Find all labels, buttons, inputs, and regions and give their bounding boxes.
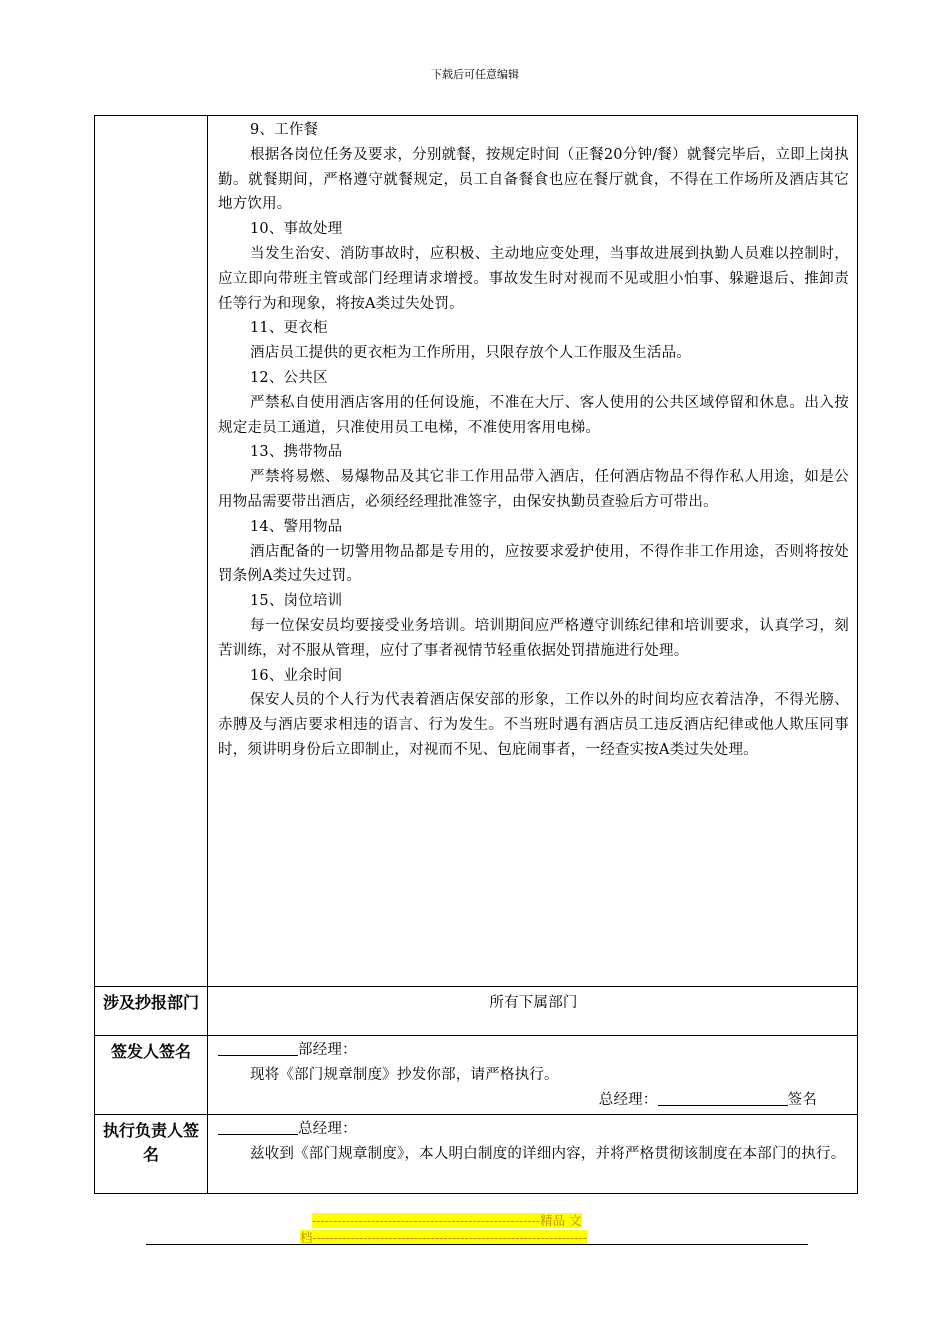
section-body: 严禁私自使用酒店客用的任何设施，不准在大厅、客人使用的公共区域停留和休息。出入按规定走员工通道，只准使用员工电梯，不准使用客用电梯。: [218, 394, 849, 436]
section-body: 每一位保安员均要接受业务培训。培训期间应严格遵守训练纪律和培训要求，认真学习，刻苦训练，对不服从管理，应付了事者视情节轻重依据处罚措施进行处理。: [218, 617, 849, 659]
gm-signature-blank[interactable]: [658, 1089, 788, 1106]
main-content-row: [95, 116, 858, 987]
executor-gm-label: 总经理：: [298, 1121, 357, 1138]
executor-cell: [208, 1115, 858, 1194]
section-title: 13、携带物品: [250, 444, 343, 461]
cc-value: 所有下属部门: [489, 995, 578, 1011]
section-body: 酒店员工提供的更衣柜为工作所用，只限存放个人工作服及生活品。: [250, 345, 691, 362]
section-title: 9、工作餐: [250, 122, 319, 138]
cc-value-cell: [208, 987, 858, 1036]
executor-gm-blank[interactable]: [218, 1118, 298, 1135]
regulation-table: [94, 115, 858, 1194]
section-title: 16、业余时间: [250, 667, 343, 684]
section-body: 根据各岗位任务及要求，分别就餐，按规定时间（正餐20分钟/餐）就餐完毕后，立即上岗执勤。就餐期间，严格遵守就餐规定，员工自备餐食也应在餐厅就食，不得在工作场所及酒店其它地方饮用。: [218, 146, 849, 213]
section-title: 15、岗位培训: [250, 593, 343, 610]
section-body: 当发生治安、消防事故时，应积极、主动地应变处理，当事故进展到执勤人员难以控制时，应立即向带班主管或部门经理请求增授。事故发生时对视而不见或胆小怕事、躲避退后、推卸责任等行为和现象，将按A类过失处罚。: [218, 245, 849, 312]
issuer-instruction: 现将《部门规章制度》抄发你部，请严格执行。: [250, 1066, 559, 1083]
executor-row: [95, 1115, 858, 1194]
cc-row: [95, 987, 858, 1036]
section-body: 酒店配备的一切警用物品都是专用的，应按要求爱护使用，不得作非工作用途，否则将按处罚条例A类过失过罚。: [218, 543, 849, 585]
rules-content-cell: [208, 116, 858, 987]
gm-label: 总经理：: [598, 1091, 658, 1108]
section-title: 12、公共区: [250, 369, 328, 386]
issuer-cell: [208, 1036, 858, 1115]
issuer-row: [95, 1036, 858, 1115]
footer-watermark: [300, 1212, 652, 1246]
main-label-cell: [95, 116, 208, 987]
bottom-divider: [146, 1244, 808, 1245]
footer-line-1: ------------------------------------------------------精品 文: [312, 1213, 582, 1228]
section-title: 11、更衣柜: [250, 320, 328, 337]
section-body: 严禁将易燃、易爆物品及其它非工作用品带入酒店，任何酒店物品不得作私人用途，如是公用物品需要带出酒店，必须经经理批准签字，由保安执勤员查验后方可带出。: [218, 469, 849, 510]
section-body: 保安人员的个人行为代表着酒店保安部的形象，工作以外的时间均应衣着洁净，不得光膀、赤膊及与酒店要求相违的语言、行为发生。不当班时遇有酒店员工违反酒店纪律或他人欺压同事时，须讲明身份后立即制止，对视而不见、包庇闹事者，一经查实按A类过失处理。: [218, 692, 849, 758]
executor-statement: 兹收到《部门规章制度》，本人明白制度的详细内容，并将严格贯彻该制度在本部门的执行。: [250, 1146, 846, 1163]
section-title: 10、事故处理: [250, 221, 343, 238]
section-title: 14、警用物品: [250, 518, 343, 535]
executor-label: 执行负责人签名: [95, 1115, 208, 1194]
cc-label: 涉及抄报部门: [95, 987, 208, 1036]
footer-line-2: 档-----------------------------------------------------------------: [300, 1230, 588, 1245]
dept-manager-blank[interactable]: [218, 1039, 298, 1056]
sign-label: 签名: [787, 1091, 817, 1108]
issuer-label: 签发人签名: [95, 1036, 208, 1115]
header-note: 下载后可任意编辑: [431, 68, 519, 81]
dept-manager-label: 部经理：: [298, 1042, 357, 1058]
